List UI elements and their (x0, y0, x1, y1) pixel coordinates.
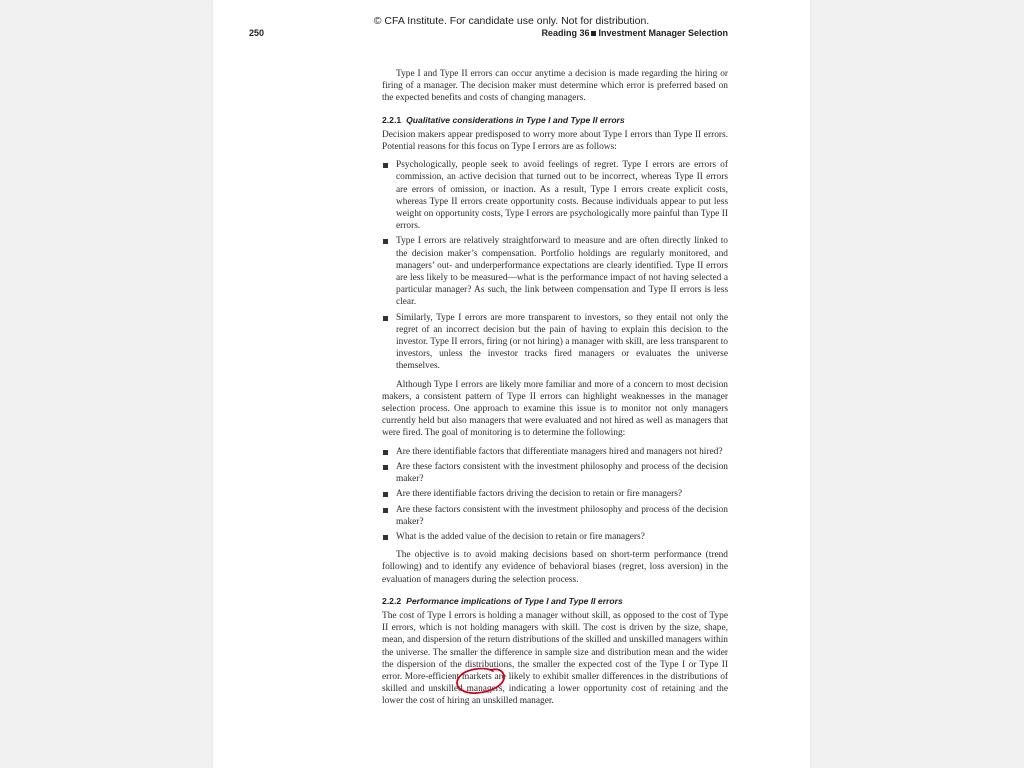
section-heading-2-2-2 (382, 595, 728, 607)
running-header (541, 28, 728, 38)
list-item: Are these factors consistent with the investment philosophy and process of the decision maker? (382, 504, 728, 528)
list-item: What is the added value of the decision to retain or fire managers? (382, 531, 728, 543)
list-item: Psychologically, people seek to avoid feelings of regret. Type I errors are errors of commission, an active decision that turned out to be incorrect, whereas Type II errors are errors of omission, or inaction. As a result, Type I errors create explicit costs, whereas Type II errors create opportunity costs. Because individuals appear to put less weight on opportunity costs, Type I errors are psychologically more painful than Type II errors. (382, 159, 728, 232)
list-item: Similarly, Type I errors are more transparent to investors, so they entail not only the regret of an incorrect decision but the pain of having to explain this decision to the investor. Type II errors, firing (or not hiring) a manager with skill, are less transparent to investors, unless the investor tracks fired managers or evaluates the universe themselves. (382, 312, 728, 373)
section-title: Qualitative considerations in Type I and Type II errors (406, 114, 625, 125)
reading-label: Reading 36 (541, 28, 590, 38)
section-number: 2.2.2 (382, 595, 402, 606)
body-text (382, 68, 728, 714)
section-title: Performance implications of Type I and Type II errors (406, 595, 623, 606)
section-number: 2.2.1 (382, 114, 402, 125)
objective-paragraph: The objective is to avoid making decisions based on short-term performance (trend following) and to identify any evidence of behavioral biases (regret, loss aversion) in the evaluation of managers during the selection process. (382, 550, 728, 585)
performance-paragraph: The cost of Type I errors is holding a manager without skill, as opposed to the cost of Type II errors, which is not holding managers with skill. The cost is driven by the size, shape, mean, and dispersion of the return distributions of the skilled and unskilled managers within the universe. The smaller the difference in sample size and distribution mean and the wider the dispersion of the distributions, the smaller the expected cost of the Type I or Type II error. More-efficient markets are likely to exhibit smaller differences in the distributions of skilled and unskilled managers, indicating a lower opportunity cost of retaining and the lower the cost of hiring an unskilled manager. (382, 610, 728, 707)
list-item: Type I errors are relatively straightforward to measure and are often directly linked to the decision maker’s compensation. Portfolio holdings are regularly monitored, and managers’ out- and underperformance expectations are clearly identified. Type II errors are less likely to be measured—what is the performance impact of not having selected a particular manager? As such, the link between compensation and Type II errors is less clear. (382, 235, 728, 308)
section-heading-2-2-1 (382, 114, 728, 126)
page-number: 250 (249, 28, 265, 38)
separator-square-icon (591, 31, 596, 36)
list-item: Are these factors consistent with the investment philosophy and process of the decision maker? (382, 461, 728, 485)
copyright-watermark: © CFA Institute. For candidate use only. Not for distribution. (373, 15, 650, 27)
list-item: Are there identifiable factors that differentiate managers hired and managers not hired? (382, 446, 728, 458)
intro-paragraph: Type I and Type II errors can occur anytime a decision is made regarding the hiring or firing of a manager. The decision maker must determine which error is preferred based on the expected benefits and costs of changing managers. (382, 69, 728, 104)
reasons-list (382, 159, 728, 372)
section-lead-paragraph: Decision makers appear predisposed to worry more about Type I errors than Type II errors. Potential reasons for this focus on Type I errors are as follows: (382, 129, 728, 153)
list-item: Are there identifiable factors driving the decision to retain or fire managers? (382, 488, 728, 500)
follow-paragraph: Although Type I errors are likely more familiar and more of a concern to most decision makers, a consistent pattern of Type II errors can highlight weaknesses in the manager selection process. One approach to examine this issue is to monitor not only managers currently held but also managers that were evaluated and not hired as well as managers that were fired. The goal of monitoring is to determine the following: (382, 379, 728, 439)
monitoring-questions-list (382, 446, 728, 543)
reading-title: Investment Manager Selection (598, 28, 728, 38)
document-page (213, 0, 810, 768)
